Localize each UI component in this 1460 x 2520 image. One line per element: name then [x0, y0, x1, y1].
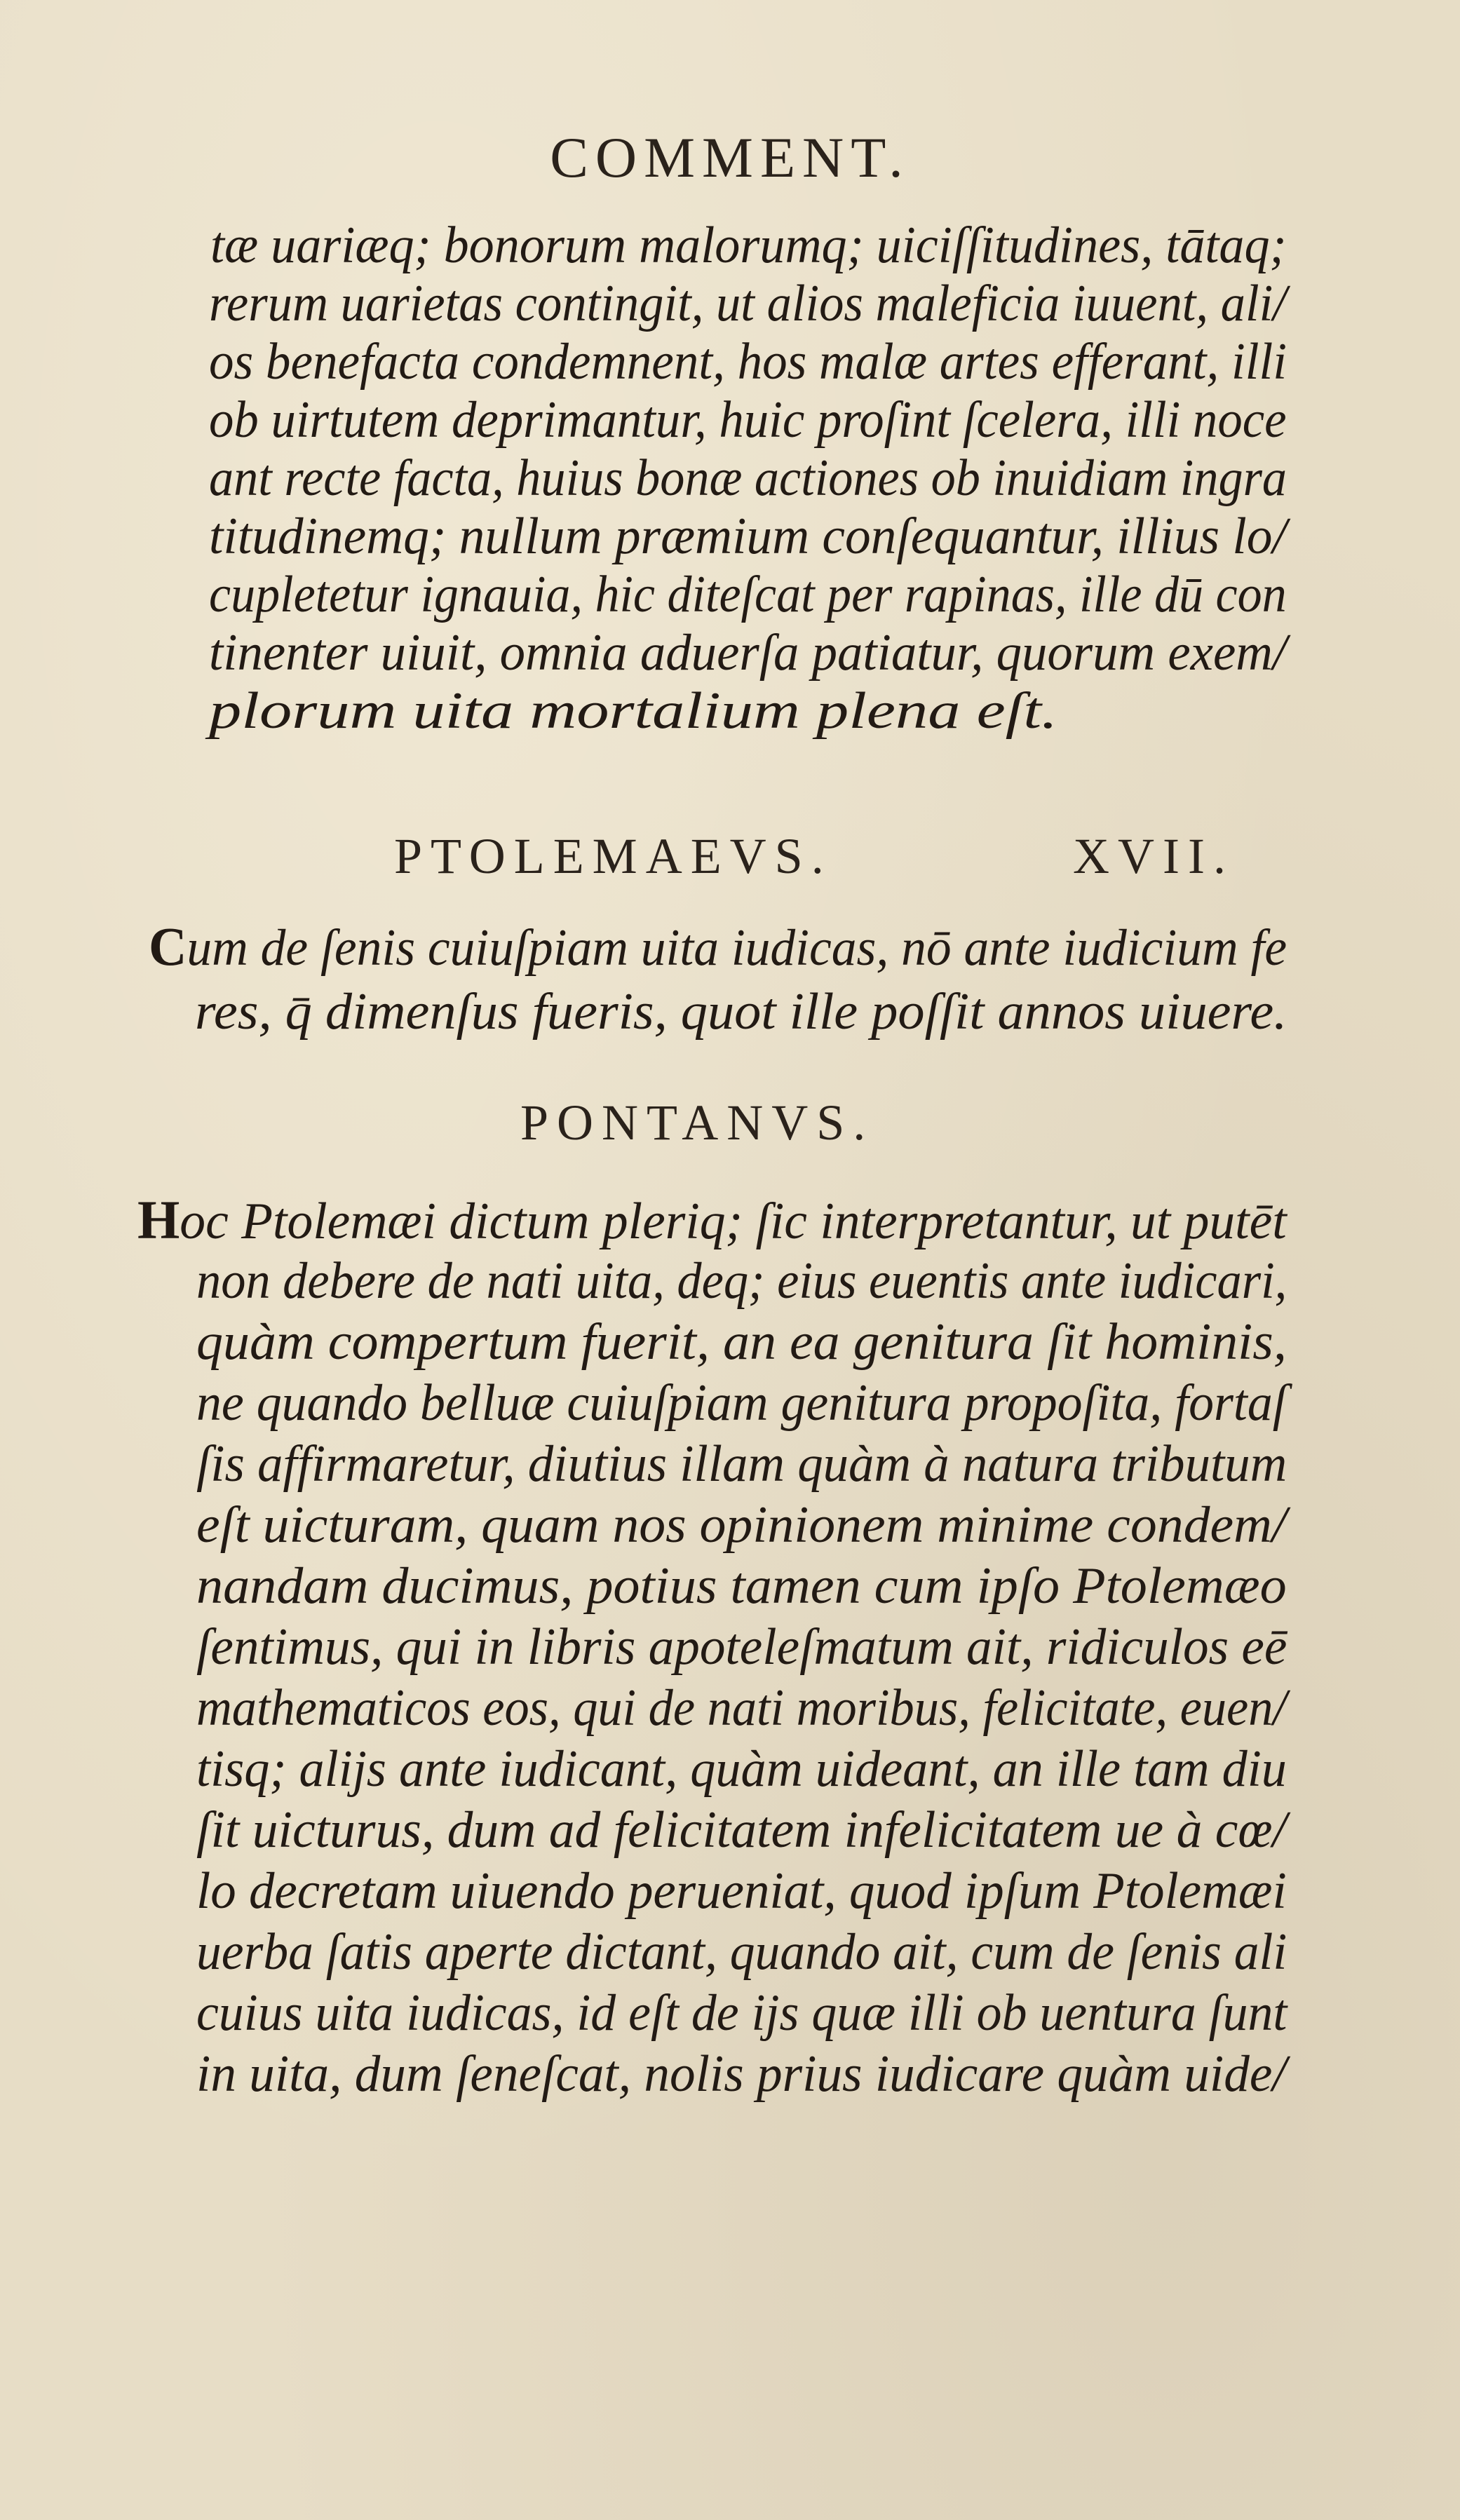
text-line [137, 1188, 1287, 1253]
text-line: quàm compertum fuerit, an ea genitura ſit hominis, [196, 1313, 1287, 1371]
text-line: cuius uita iudicas, id eſt de iјs quæ illi ob uentura ſunt [196, 1984, 1287, 2042]
text-line-body: um de ſenis cuiuſpiam uita iudicas, nō ante iudicium fe [187, 919, 1287, 977]
aphorism-number: XVII. [1073, 828, 1234, 884]
text-line: ob uirtutem deprimantur, huic proſint ſcelera, illi noce [209, 391, 1287, 449]
text-line: ant recte facta, huius bonæ actiones ob inuidiam ingra [209, 449, 1287, 507]
text-line: os benefacta condemnent, hos malæ artes efferant, illi [209, 333, 1287, 391]
text-line: tisq; aliјs ante iudicant, quàm uideant, an ille tam diu [196, 1740, 1287, 1798]
section-heading-ptolemaeus: PTOLEMAEVS. [394, 828, 832, 884]
text-line: ſis affirmaretur, diutius illam quàm à natura tributum [196, 1435, 1287, 1493]
text-line [149, 915, 1287, 980]
text-line: ſit uicturus, dum ad felicitatem infelicitatem ue à cœ/ [196, 1801, 1287, 1859]
text-line: cupletetur ignauia, hic diteſcat per rapinas, ille dū con [209, 566, 1287, 623]
text-line: rerum uarietas contingit, ut alios maleficia iuuent, ali/ [209, 275, 1287, 332]
text-line: uerba ſatis aperte dictant, quando ait, cum de ſenis ali [196, 1923, 1287, 1981]
text-line: lo decretam uiuendo perueniat, quod ipſum Ptolemæi [196, 1862, 1287, 1920]
text-line: tinenter uiuit, omnia aduerſa patiatur, quorum exem/ [209, 624, 1287, 682]
text-line: in uita, dum ſeneſcat, nolis prius iudicare quàm uide/ [196, 2045, 1287, 2103]
text-line: tæ uariæq; bonorum malorumq; uiciſſitudines, tātaq; [210, 217, 1287, 274]
initial-letter: C [149, 916, 187, 977]
text-line: nandam ducimus, potius tamen cum ipſo Ptolemæo [196, 1557, 1287, 1615]
text-line: plorum uita mortalium plena eſt. [209, 682, 1058, 740]
text-line: titudinemq; nullum præmium conſequantur, illius lo/ [209, 508, 1287, 565]
initial-letter: H [137, 1189, 180, 1250]
text-line-body: oc Ptolemæi dictum pleriq; ſic interpretantur, ut putēt [180, 1193, 1287, 1250]
text-line: res, q̄ dimenſus fueris, quot ille poſſit annos uiuere. [195, 983, 1287, 1041]
text-line: non debere de nati uita, deq; eius euentis ante iudicari, [196, 1252, 1287, 1310]
text-line: eſt uicturam, quam nos opinionem minime condem/ [196, 1496, 1287, 1554]
text-line: ſentimus, qui in libris apoteleſmatum ait, ridiculos eē [196, 1618, 1287, 1676]
section-heading-pontanus: PONTANVS. [520, 1095, 874, 1151]
running-head: COMMENT. [550, 126, 910, 189]
text-line: mathematicos eos, qui de nati moribus, felicitate, euen/ [196, 1679, 1287, 1737]
text-line: ne quando belluæ cuiuſpiam genitura propoſita, fortaſ [196, 1374, 1287, 1432]
